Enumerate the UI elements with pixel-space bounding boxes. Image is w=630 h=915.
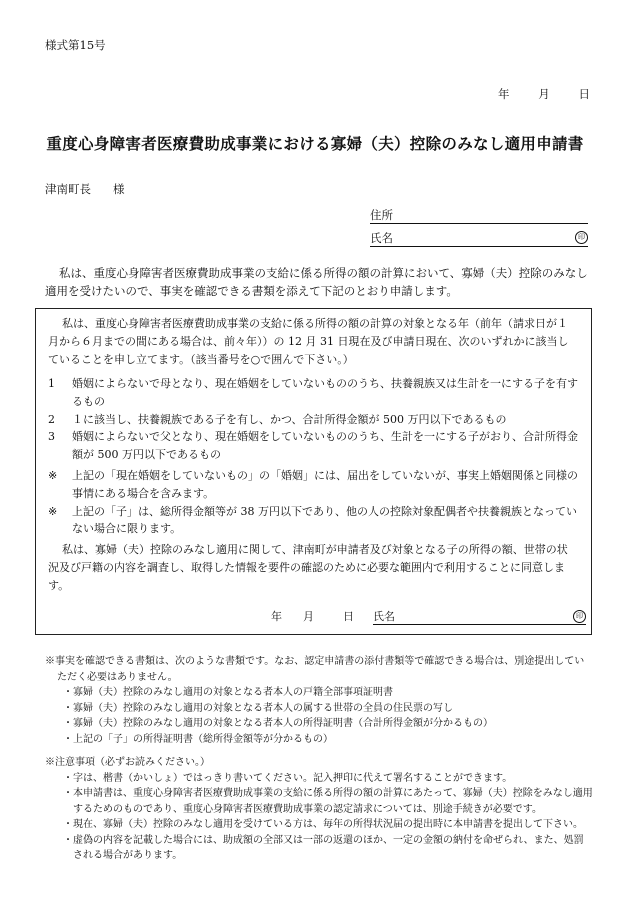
address-label: 住所	[370, 208, 393, 222]
caution-item	[45, 833, 593, 864]
remark-text: 上記の「子」は、総所得金額等が 38 万円以下であり、他の人の控除対象配偶者や扶養親族となっていない場合に限ります。	[72, 504, 577, 536]
sign-name-field[interactable]	[373, 609, 586, 625]
declaration-item	[48, 375, 578, 411]
bullet: ・	[63, 834, 73, 846]
day-label: 日	[578, 87, 590, 101]
caution-item	[45, 786, 593, 817]
sign-seal-mark: 印	[573, 610, 586, 623]
caution-item-text: 虚偽の内容を記載した場合には、助成額の全部又は一部の返還のほか、一定の金額の納付を命ぜられ、また、処罰される場合があります。	[73, 834, 584, 861]
item-number: 2	[48, 412, 55, 426]
cautions-note	[45, 755, 593, 864]
form-number: 様式第15号	[45, 38, 106, 52]
remark-mark: ※	[48, 469, 58, 482]
declaration-box	[35, 308, 592, 635]
consent-paragraph: 私は、寡婦（夫）控除のみなし適用に関して、津南町が申請者及び対象となる子の所得の額、世帯の状況及び戸籍の内容を調査し、取得した情報を要件の確認のために必要な範囲内で利用することに同意します。	[48, 543, 568, 592]
addressee-honorific: 様	[113, 182, 125, 196]
declaration-item	[48, 428, 578, 464]
sign-month-label: 月	[303, 610, 314, 623]
document-title: 重度心身障害者医療費助成事業における寡婦（夫）控除のみなし適用申請書	[46, 134, 584, 153]
documents-item-text: 寡婦（夫）控除のみなし適用の対象となる者本人の所得証明書（合計所得金額が分かるもの）	[73, 718, 493, 729]
year-label: 年	[498, 87, 510, 101]
documents-note	[45, 654, 593, 747]
caution-item	[45, 771, 593, 787]
bullet: ・	[63, 733, 73, 745]
documents-item	[45, 701, 593, 717]
documents-item-text: 上記の「子」の所得証明書（総所得金額等が分かるもの）	[73, 733, 333, 745]
addressee	[45, 181, 125, 198]
sign-year-label: 年	[271, 610, 282, 623]
bullet: ・	[63, 772, 73, 784]
declaration-signature	[271, 609, 586, 625]
name-field[interactable]	[370, 230, 588, 247]
documents-item	[45, 732, 593, 748]
declaration-item	[48, 411, 578, 429]
remark-mark: ※	[48, 504, 58, 518]
item-number: 3	[48, 430, 55, 444]
sign-name-label: 氏名	[373, 610, 395, 623]
remark	[48, 467, 578, 503]
addressee-name: 津南町長	[45, 182, 91, 196]
item-text: 婚姻によらないで母となり、現在婚姻をしていないもののうち、扶養親族又は生計を一にする子を有するもの	[72, 377, 578, 408]
submission-date	[498, 86, 590, 103]
documents-item-text: 寡婦（夫）控除のみなし適用の対象となる者本人の戸籍全部事項証明書	[73, 687, 393, 698]
documents-item	[45, 716, 593, 732]
name-label: 氏名	[370, 231, 393, 245]
bullet: ・	[63, 718, 73, 729]
intro-paragraph: 私は、重度心身障害者医療費助成事業の支給に係る所得の額の計算において、寡婦（夫）控除のみなし適用を受けたいので、事実を確認できる書類を添えて下記のとおり申請します。	[45, 266, 588, 299]
item-text: １に該当し、扶養親族である子を有し、かつ、合計所得金額が 500 万円以下であるもの	[72, 412, 507, 426]
documents-item-text: 寡婦（夫）控除のみなし適用の対象となる者本人の属する世帯の全員の住民票の写し	[73, 702, 453, 714]
declaration-remarks	[48, 467, 578, 538]
declaration-items	[48, 375, 578, 464]
seal-mark: 印	[575, 231, 588, 244]
caution-item	[45, 817, 593, 833]
caution-item-text: 本申請書は、重度心身障害者医療費助成事業の支給に係る所得の額の計算にあたって、寡婦（夫）控除をみなし適用するためのものであり、重度心身障害者医療費助成事業の認定請求については、別途手続きが必要です。	[73, 788, 593, 815]
month-label: 月	[538, 87, 550, 101]
declaration-lead: 私は、重度心身障害者医療費助成事業の支給に係る所得の額の計算の対象となる年（前年（請求日が１月から６月までの間にある場合は、前々年））の 12 月 31 日現在及び申請日現在、次のいずれかに該当していることを申し立てます。（該当番号を○で囲んで下さい。）	[48, 317, 569, 366]
sign-day-label: 日	[343, 610, 354, 623]
caution-item-text: 現在、寡婦（夫）控除のみなし適用を受けている方は、毎年の所得状況届の提出時に本申請書を提出して下さい。	[73, 819, 583, 830]
bullet: ・	[63, 702, 73, 714]
remark-text: 上記の「現在婚姻をしていないもの」の「婚姻」には、届出をしていないが、事実上婚姻関係と同様の事情にある場合を含みます。	[72, 469, 578, 500]
caution-item-text: 字は、楷書（かいしょ）ではっきり書いてください。記入押印に代えて署名することができます。	[73, 772, 513, 784]
remark	[48, 503, 578, 539]
bullet: ・	[63, 819, 73, 830]
item-text: 婚姻によらないで父となり、現在婚姻をしていないもののうち、生計を一にする子がおり、合計所得金額が 500 万円以下であるもの	[72, 430, 578, 462]
bullet: ・	[63, 687, 73, 698]
bullet: ・	[63, 788, 73, 799]
documents-head: ※事実を確認できる書類は、次のような書類です。なお、認定申請書の添付書類等で確認できる場合は、別途提出していただく必要はありません。	[45, 656, 585, 683]
item-number: 1	[48, 377, 55, 390]
cautions-head: ※注意事項（必ずお読みください。）	[45, 757, 210, 768]
documents-item	[45, 685, 593, 701]
address-field[interactable]	[370, 207, 588, 224]
